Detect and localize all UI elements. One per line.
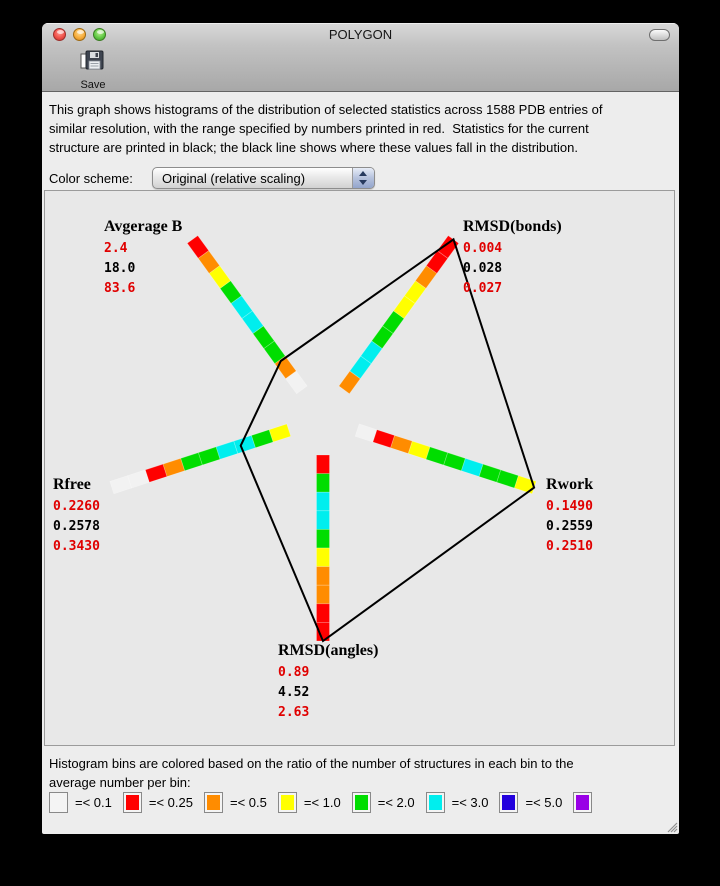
legend-label: =< 5.0 <box>525 795 563 810</box>
axis-block-average-b <box>104 218 182 299</box>
window-header <box>42 23 679 92</box>
legend-label: =< 3.0 <box>451 795 489 810</box>
axis-min-value: 0.89 <box>278 665 310 680</box>
legend-item-white <box>49 792 112 813</box>
polygon-chart-panel <box>44 190 675 746</box>
legend-swatch-orange <box>204 792 223 813</box>
axis-max-value: 2.63 <box>278 705 310 720</box>
chevron-up-icon <box>359 171 367 176</box>
axis-label: RMSD(bonds) <box>463 218 562 235</box>
legend-item-green <box>352 792 415 813</box>
legend-label: =< 0.1 <box>75 795 112 810</box>
axis-histogram-rmsd-bonds <box>339 236 459 394</box>
axis-histogram-rwork <box>355 424 536 494</box>
legend-swatch-green <box>352 792 371 813</box>
dropdown-stepper-icon <box>352 168 374 188</box>
histogram-bin-segment <box>317 548 330 567</box>
legend-caption-line: Histogram bins are colored based on the ratio of the number of structures in each bin to the <box>49 756 574 771</box>
axis-histogram-rfree <box>110 424 291 494</box>
axis-current-value: 0.2578 <box>53 519 100 534</box>
save-button-label: Save <box>80 79 106 91</box>
legend-item-red <box>123 792 193 813</box>
histogram-bin-segment <box>317 511 330 530</box>
axis-label: RMSD(angles) <box>278 642 379 659</box>
histogram-bin-segment <box>317 529 330 548</box>
legend-swatch-cyan <box>426 792 445 813</box>
axis-label: Avgerage B <box>104 218 183 235</box>
description-line: This graph shows histograms of the distribution of selected statistics across 1588 PDB entries of <box>49 102 603 117</box>
axis-label: Rwork <box>546 476 594 493</box>
description-line: similar resolution, with the range specified by numbers printed in red. Statistics for the current <box>49 121 589 136</box>
axis-min-value: 0.004 <box>463 241 503 256</box>
color-scheme-row <box>49 167 669 191</box>
axis-max-value: 0.027 <box>463 281 503 296</box>
axis-min-value: 0.1490 <box>546 499 593 514</box>
legend-label: =< 0.5 <box>229 795 267 810</box>
legend-label: =< 2.0 <box>377 795 415 810</box>
legend-item-yellow <box>278 792 341 813</box>
color-scheme-dropdown[interactable] <box>152 167 375 189</box>
toolbar-toggle-button[interactable] <box>649 29 670 41</box>
legend-label: =< 0.25 <box>148 795 193 810</box>
legend-swatch-red <box>123 792 142 813</box>
window-title: POLYGON <box>328 27 393 42</box>
axis-max-value: 0.3430 <box>53 539 100 554</box>
legend-swatch-yellow <box>278 792 297 813</box>
save-button[interactable] <box>74 50 112 91</box>
histogram-bin-segment <box>317 492 330 511</box>
axis-min-value: 0.2260 <box>53 499 100 514</box>
axis-current-value: 18.0 <box>104 261 136 276</box>
description-text <box>42 100 679 157</box>
histogram-bin-segment <box>110 476 132 494</box>
axis-block-rwork <box>546 476 593 557</box>
legend-swatch-purple <box>573 792 592 813</box>
histogram-bin-segment <box>317 567 330 586</box>
save-floppy-icon <box>80 50 106 73</box>
footer-panel <box>42 748 679 810</box>
axis-max-value: 0.2510 <box>546 539 593 554</box>
legend-caption-line: average number per bin: <box>49 775 191 790</box>
legend-item-cyan <box>426 792 489 813</box>
axis-histogram-rmsd-angles <box>317 455 330 641</box>
axis-current-value: 0.2559 <box>546 519 593 534</box>
axis-current-value: 4.52 <box>278 685 310 700</box>
color-scheme-label: Color scheme: <box>49 171 133 186</box>
axis-max-value: 83.6 <box>104 281 136 296</box>
histogram-bin-segment <box>317 604 330 623</box>
axis-block-rmsd-bonds <box>463 218 562 299</box>
controls-panel <box>42 92 679 157</box>
legend-item-blue <box>499 792 562 813</box>
axis-histogram-average-b <box>187 236 307 394</box>
axis-block-rfree <box>53 476 100 557</box>
legend-label: =< 1.0 <box>303 795 341 810</box>
axis-current-value: 0.028 <box>463 261 503 276</box>
color-scheme-selected-value: Original (relative scaling) <box>162 171 306 186</box>
legend-row <box>49 792 610 813</box>
titlebar <box>42 23 679 46</box>
resize-grip[interactable] <box>664 819 678 833</box>
histogram-bin-segment <box>317 585 330 604</box>
axis-label: Rfree <box>53 476 91 493</box>
legend-item-purple <box>573 792 599 813</box>
description-line: structure are printed in black; the black line shows where these values fall in the distribution. <box>49 140 578 155</box>
legend-swatch-blue <box>499 792 518 813</box>
legend-item-orange <box>204 792 267 813</box>
chevron-down-icon <box>359 180 367 185</box>
histogram-bin-segment <box>317 474 330 493</box>
axis-min-value: 2.4 <box>104 241 128 256</box>
axis-block-rmsd-angles <box>278 642 378 723</box>
polygon-window <box>42 23 679 834</box>
histogram-bin-segment <box>317 455 330 474</box>
legend-swatch-white <box>49 792 68 813</box>
